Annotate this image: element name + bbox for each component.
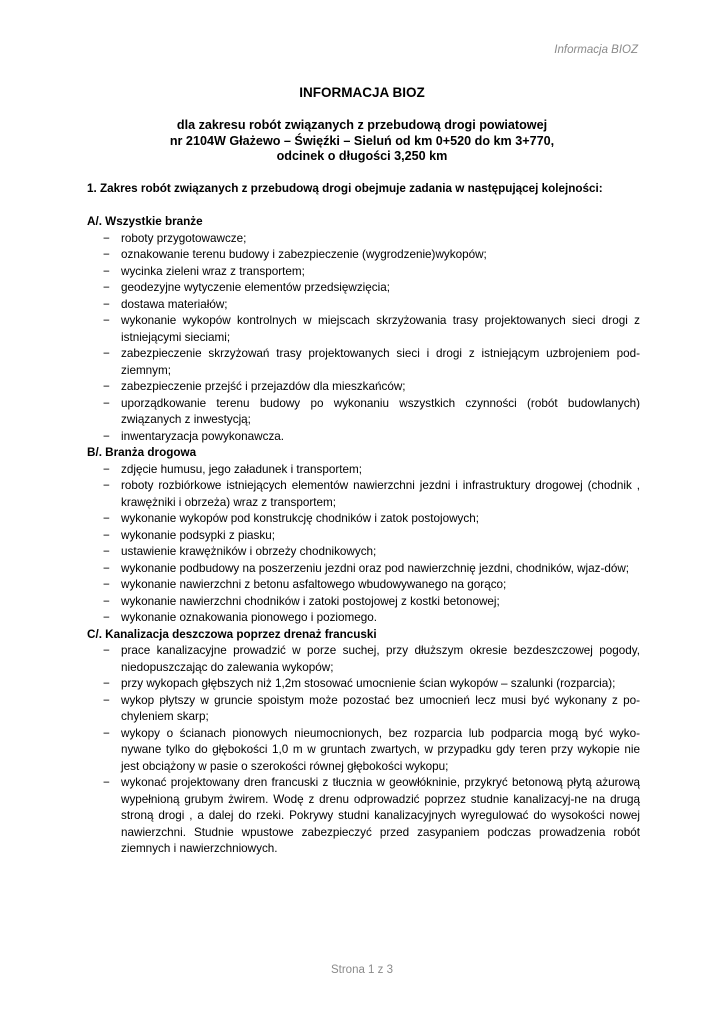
group-heading: C/. Kanalizacja deszczowa poprzez drenaż francuski xyxy=(87,627,377,641)
list-item: − wykonanie oznakowania pionowego i poziomego. xyxy=(121,610,640,627)
list-item: − wykonanie podbudowy na poszerzeniu jezdni oraz pod nawierzchnię jezdni, chodników, wjaz-dów; xyxy=(121,561,640,578)
group-b xyxy=(87,445,640,627)
list-item: − roboty przygotowawcze; xyxy=(121,231,640,248)
list-item: − uporządkowanie terenu budowy po wykonaniu wszystkich czynności (robót budowlanych) związanych z inwestycją; xyxy=(121,396,640,429)
group-items xyxy=(87,643,640,858)
subtitle-line: nr 2104W Głażewo – Święźki – Sieluń od km 0+520 do km 3+770, xyxy=(169,133,555,148)
list-item: − przy wykopach głębszych niż 1,2m stosować umocnienie ścian wykopów – szalunki (rozparcia); xyxy=(121,676,640,693)
list-item: − zabezpieczenie skrzyżowań trasy projektowanych sieci i drogi z istniejącym uzbrojeniem pod-ziemnym; xyxy=(121,346,640,379)
group-heading: A/. Wszystkie branże xyxy=(87,215,203,228)
group-heading: B/. Branża drogowa xyxy=(87,446,197,459)
list-item: − wykonać projektowany dren francuski z tłucznia w geowłókninie, przykryć betonową płytą ażurową wypełnioną grubym żwirem. Wodę z drenu odprowadzić poprzez studnie kanalizacyj-ne na drugą stroną drogi , a dalej do rzeki. Pokrywy studni kanalizacyjnych wyregulować do wysokości nowej nawierzchni. Studnie wpustowe zabezpieczyć przed zasypaniem podczas prowadzenia robót ziemnych i nawierzchniowych. xyxy=(121,775,640,858)
list-item: − wykop płytszy w gruncie spoistym może pozostać bez umocnień lecz musi być wykonany z po-chyleniem skarp; xyxy=(121,693,640,726)
subtitle-line: odcinek o długości 3,250 km xyxy=(276,149,448,163)
section-heading: 1. Zakres robót związanych z przebudową drogi obejmuje zadania w następującej kolejności: xyxy=(87,182,603,195)
list-item: − wykonanie podsypki z piasku; xyxy=(121,528,640,545)
list-item: − wykopy o ścianach pionowych nieumocnionych, bez rozparcia lub podparcia mogą być wyko-nywane tylko do głębokości 1,0 m w gruntach zwartych, w przypadku gdy teren przy wykopie nie jest obciążony w pasie o szerokości równej głębokości wykopu; xyxy=(121,726,640,776)
group-a xyxy=(87,214,640,445)
list-item: − wykonanie wykopów pod konstrukcję chodników i zatok postojowych; xyxy=(121,511,640,528)
group-items xyxy=(87,462,640,627)
list-item: − zabezpieczenie przejść i przejazdów dla mieszkańców; xyxy=(121,379,640,396)
list-item: − wykonanie nawierzchni chodników i zatoki postojowej z kostki betonowej; xyxy=(121,594,640,611)
subtitle-line: dla zakresu robót związanych z przebudową drogi powiatowej xyxy=(176,118,548,132)
list-item: − ustawienie krawężników i obrzeży chodnikowych; xyxy=(121,544,640,561)
list-item: − inwentaryzacja powykonawcza. xyxy=(121,429,640,446)
task-list xyxy=(87,214,640,858)
group-items xyxy=(87,231,640,446)
list-item: − wykonanie wykopów kontrolnych w miejscach skrzyżowania trasy projektowanych sieci drogi z istniejącymi sieciami; xyxy=(121,313,640,346)
list-item: − prace kanalizacyjne prowadzić w porze suchej, przy dłuższym okresie bezdeszczowej pogody, niedopuszczając do zalewania wykopów; xyxy=(121,643,640,676)
running-header: Informacja BIOZ xyxy=(554,44,638,56)
document-subtitle xyxy=(0,118,724,165)
document-title: INFORMACJA BIOZ xyxy=(299,85,425,100)
list-item: − wykonanie nawierzchni z betonu asfaltowego wbudowywanego na gorąco; xyxy=(121,577,640,594)
list-item: − roboty rozbiórkowe istniejących elementów nawierzchni jezdni i infrastruktury drogowej (chodnik , krawężniki i obrzeża) wraz z transportem; xyxy=(121,478,640,511)
list-item: − oznakowanie terenu budowy i zabezpieczenie (wygrodzenie)wykopów; xyxy=(121,247,640,264)
list-item: − wycinka zieleni wraz z transportem; xyxy=(121,264,640,281)
list-item: − dostawa materiałów; xyxy=(121,297,640,314)
group-c xyxy=(87,627,640,858)
list-item: − geodezyjne wytyczenie elementów przedsięwzięcia; xyxy=(121,280,640,297)
page-number: Strona 1 z 3 xyxy=(330,964,393,976)
list-item: − zdjęcie humusu, jego załadunek i transportem; xyxy=(121,462,640,479)
